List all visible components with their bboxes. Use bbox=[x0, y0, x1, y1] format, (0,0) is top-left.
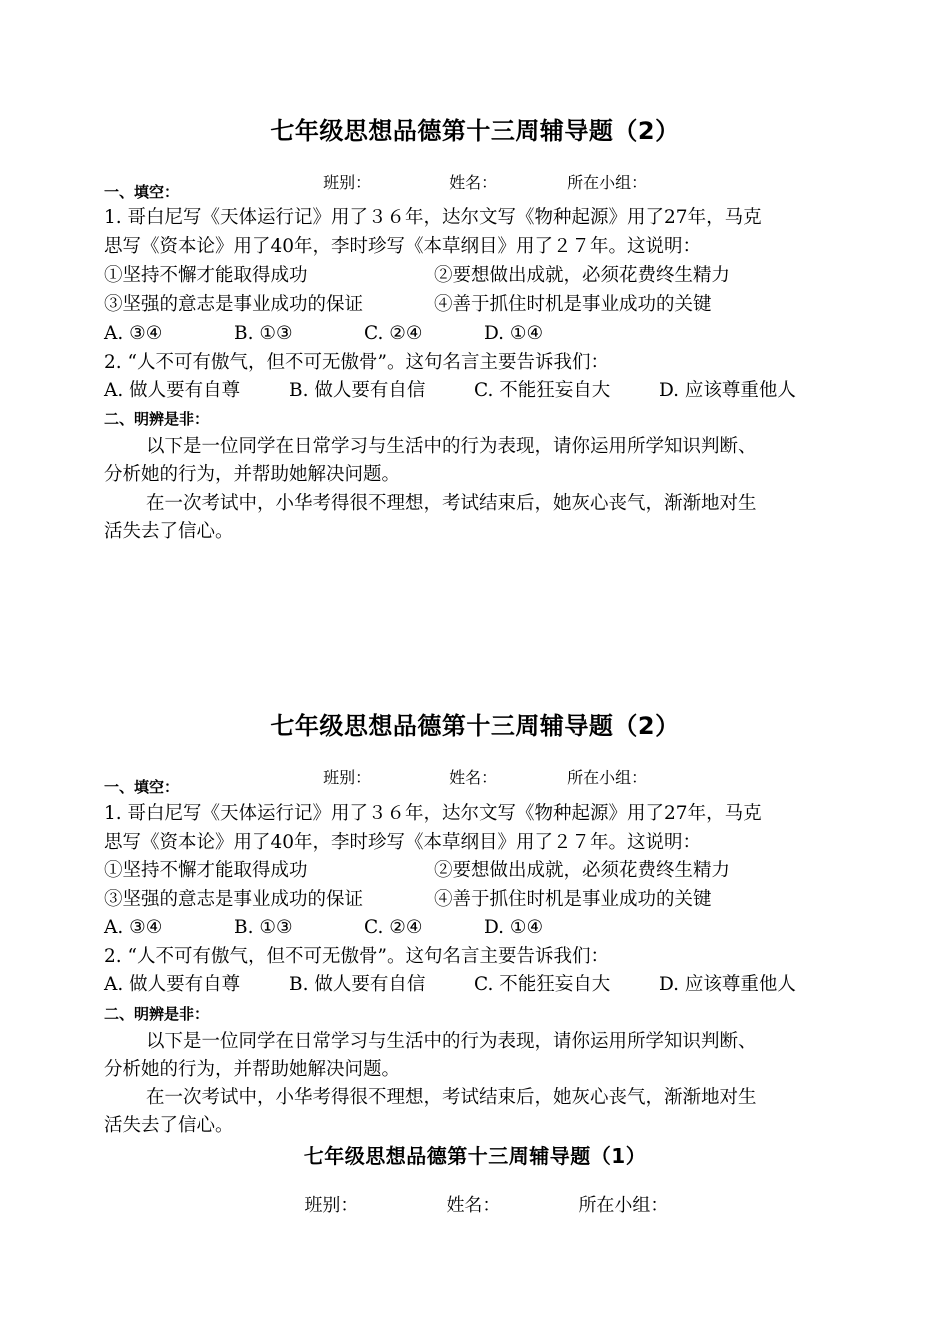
paragraph-2-line-1: 在一次考试中，小华考得很不理想，考试结束后，她灰心丧气，渐渐地对生 bbox=[146, 493, 757, 514]
choice-a: A. ③④ bbox=[104, 323, 163, 344]
section-heading-fill: 一、填空： bbox=[104, 778, 180, 796]
question-2-line: 2. “人不可有傲气，但不可无傲骨”。这句名言主要告诉我们： bbox=[104, 946, 609, 967]
choice-b: B. 做人要有自信 bbox=[289, 380, 426, 401]
group-label: 所在小组： bbox=[567, 768, 648, 787]
choice-b: B. ①③ bbox=[234, 323, 293, 344]
name-label: 姓名： bbox=[449, 173, 498, 192]
choice-d: D. ①④ bbox=[484, 323, 544, 344]
statement-2: ②要想做出成就，必须花费终生精力 bbox=[434, 860, 731, 881]
class-label: 班别： bbox=[304, 1195, 359, 1216]
section-heading-judge: 二、明辨是非： bbox=[104, 1005, 210, 1023]
paragraph-1-line-2: 分析她的行为，并帮助她解决问题。 bbox=[104, 464, 401, 485]
choice-d: D. ①④ bbox=[484, 917, 544, 938]
statement-1: ①坚持不懈才能取得成功 bbox=[104, 860, 308, 881]
choice-a: A. ③④ bbox=[104, 917, 163, 938]
question-1-options-row-2 bbox=[104, 291, 864, 319]
name-label: 姓名： bbox=[449, 768, 498, 787]
section-heading-fill: 一、填空： bbox=[104, 183, 180, 201]
class-label: 班别： bbox=[323, 768, 372, 787]
choice-b: B. ①③ bbox=[234, 917, 293, 938]
group-label: 所在小组： bbox=[567, 173, 648, 192]
question-2-line: 2. “人不可有傲气，但不可无傲骨”。这句名言主要告诉我们： bbox=[104, 352, 609, 373]
page-title: 七年级思想品德第十三周辅导题（2） bbox=[270, 117, 680, 145]
paragraph-1-line-2: 分析她的行为，并帮助她解决问题。 bbox=[104, 1059, 401, 1080]
statement-4: ④善于抓住时机是事业成功的关键 bbox=[434, 889, 712, 910]
choice-c: C. 不能狂妄自大 bbox=[474, 974, 611, 995]
question-2-choices bbox=[104, 971, 864, 999]
question-1-options-row-1 bbox=[104, 857, 864, 885]
paragraph-1-line-1: 以下是一位同学在日常学习与生活中的行为表现，请你运用所学知识判断、 bbox=[146, 1031, 757, 1052]
question-1-options-row-1 bbox=[104, 262, 864, 290]
question-1-line-1: 1. 哥白尼写《天体运行记》用了３６年，达尔文写《物种起源》用了27年，马克 bbox=[104, 207, 762, 228]
section-heading-judge: 二、明辨是非： bbox=[104, 410, 210, 428]
statement-3: ③坚强的意志是事业成功的保证 bbox=[104, 889, 364, 910]
paragraph-2-line-2: 活失去了信心。 bbox=[104, 1115, 234, 1136]
choice-c: C. 不能狂妄自大 bbox=[474, 380, 611, 401]
paragraph-2-line-1: 在一次考试中，小华考得很不理想，考试结束后，她灰心丧气，渐渐地对生 bbox=[146, 1087, 757, 1108]
choice-b: B. 做人要有自信 bbox=[289, 974, 426, 995]
choice-a: A. 做人要有自尊 bbox=[104, 974, 241, 995]
question-1-choices bbox=[104, 320, 864, 348]
statement-4: ④善于抓住时机是事业成功的关键 bbox=[434, 294, 712, 315]
question-1-line-1: 1. 哥白尼写《天体运行记》用了３６年，达尔文写《物种起源》用了27年，马克 bbox=[104, 803, 762, 824]
choice-d: D. 应该尊重他人 bbox=[659, 974, 796, 995]
question-1-line-2: 思写《资本论》用了40年，李时珍写《本草纲目》用了２７年。这说明： bbox=[104, 236, 702, 257]
question-1-line-2: 思写《资本论》用了40年，李时珍写《本草纲目》用了２７年。这说明： bbox=[104, 832, 702, 853]
group-label: 所在小组： bbox=[578, 1195, 669, 1216]
paragraph-1-line-1: 以下是一位同学在日常学习与生活中的行为表现，请你运用所学知识判断、 bbox=[146, 436, 757, 457]
question-2-choices bbox=[104, 377, 864, 405]
page-title: 七年级思想品德第十三周辅导题（1） bbox=[303, 1144, 647, 1168]
student-info-row bbox=[0, 1173, 950, 1239]
class-label: 班别： bbox=[323, 173, 372, 192]
question-1-options-row-2 bbox=[104, 886, 864, 914]
choice-c: C. ②④ bbox=[364, 917, 423, 938]
choice-c: C. ②④ bbox=[364, 323, 423, 344]
statement-2: ②要想做出成就，必须花费终生精力 bbox=[434, 265, 731, 286]
choice-a: A. 做人要有自尊 bbox=[104, 380, 241, 401]
page-title: 七年级思想品德第十三周辅导题（2） bbox=[270, 712, 680, 740]
paragraph-2-line-2: 活失去了信心。 bbox=[104, 521, 234, 542]
question-1-choices bbox=[104, 914, 864, 942]
statement-3: ③坚强的意志是事业成功的保证 bbox=[104, 294, 364, 315]
statement-1: ①坚持不懈才能取得成功 bbox=[104, 265, 308, 286]
choice-d: D. 应该尊重他人 bbox=[659, 380, 796, 401]
name-label: 姓名： bbox=[446, 1195, 501, 1216]
